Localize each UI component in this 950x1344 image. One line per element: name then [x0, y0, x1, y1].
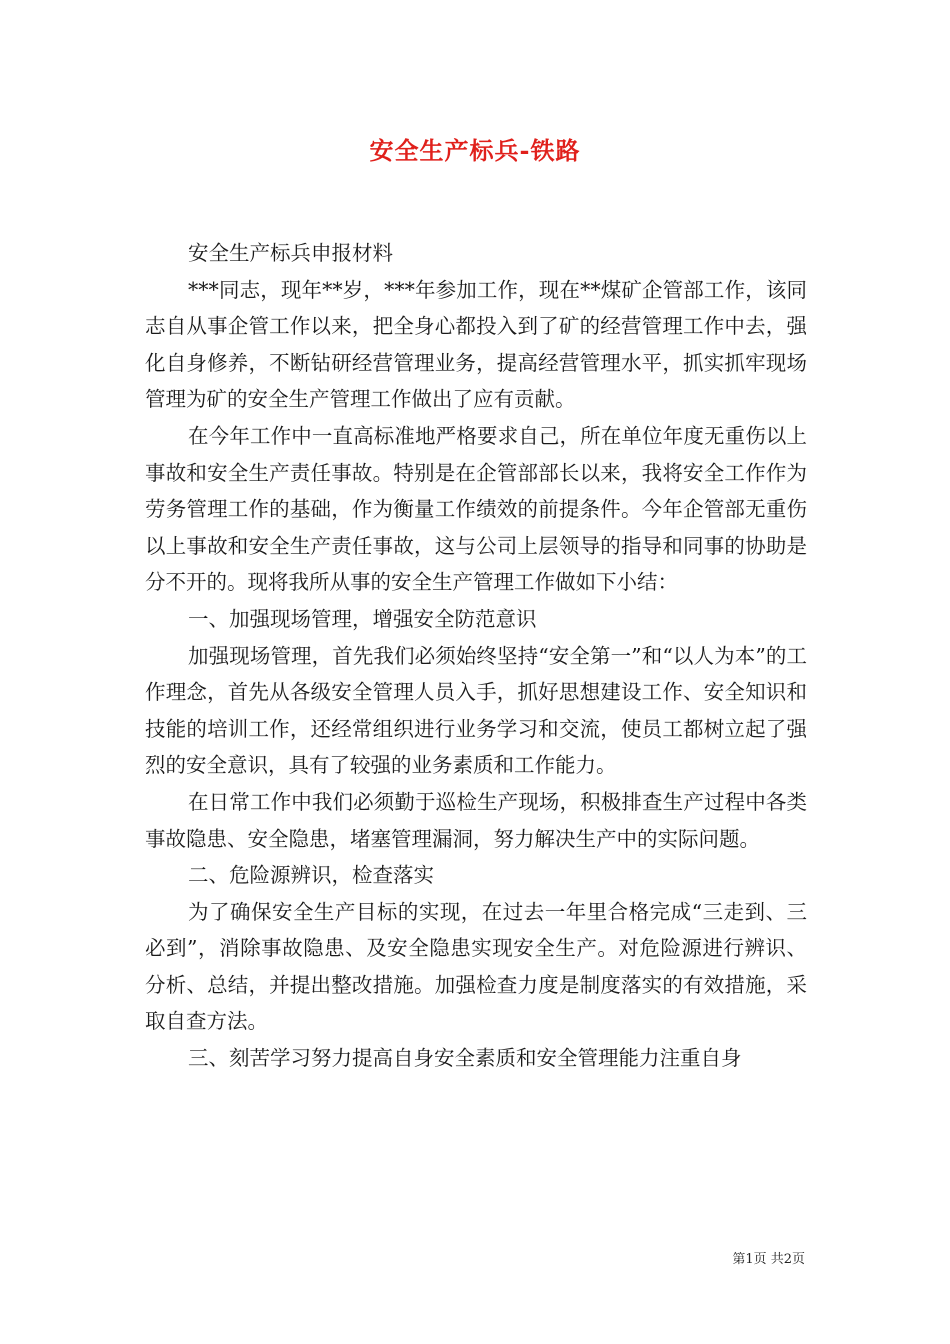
section-heading: 一、加强现场管理，增强安全防范意识 [188, 606, 537, 631]
section-heading: 三、刻苦学习努力提高自身安全素质和安全管理能力注重自身 [188, 1046, 742, 1071]
paragraph: 为了确保安全生产目标的实现，在过去一年里合格完成“三走到、三必到”，消除事故隐患、及安全隐患实现安全生产。对危险源进行辨识、分析、总结，并提出整改措施。加强检查力度是制度落实的有效措施，采取自查方法。 [145, 899, 807, 1034]
paragraph: ***同志，现年**岁，***年参加工作，现在**煤矿企管部工作，该同志自从事企管工作以来，把全身心都投入到了矿的经营管理工作中去，强化自身修养，不断钻研经营管理业务，提高经营管理水平，抓实抓牢现场管理为矿的安全生产管理工作做出了应有贡献。 [145, 277, 807, 412]
paragraph-heading: 安全生产标兵申报材料 [188, 241, 394, 265]
document-title: 安全生产标兵-铁路 [369, 136, 581, 165]
paragraph: 加强现场管理，首先我们必须始终坚持“安全第一”和“以人为本”的工作理念，首先从各级安全管理人员入手，抓好思想建设工作、安全知识和技能的培训工作，还经常组织进行业务学习和交流，使员工都树立起了强烈的安全意识，具有了较强的业务素质和工作能力。 [145, 643, 807, 778]
paragraph: 在今年工作中一直高标准地严格要求自己，所在单位年度无重伤以上事故和安全生产责任事故。特别是在企管部部长以来，我将安全工作作为劳务管理工作的基础，作为衡量工作绩效的前提条件。今年企管部无重伤以上事故和安全生产责任事故，这与公司上层领导的指导和同事的协助是分不开的。现将我所从事的安全生产管理工作做如下小结： [145, 423, 807, 595]
section-heading: 二、危险源辨识，检查落实 [188, 863, 435, 888]
document-body [145, 235, 807, 1077]
paragraph: 在日常工作中我们必须勤于巡检生产现场，积极排查生产过程中各类事故隐患、安全隐患，堵塞管理漏洞，努力解决生产中的实际问题。 [145, 789, 807, 851]
page-number: 第1页 共2页 [732, 1252, 805, 1267]
